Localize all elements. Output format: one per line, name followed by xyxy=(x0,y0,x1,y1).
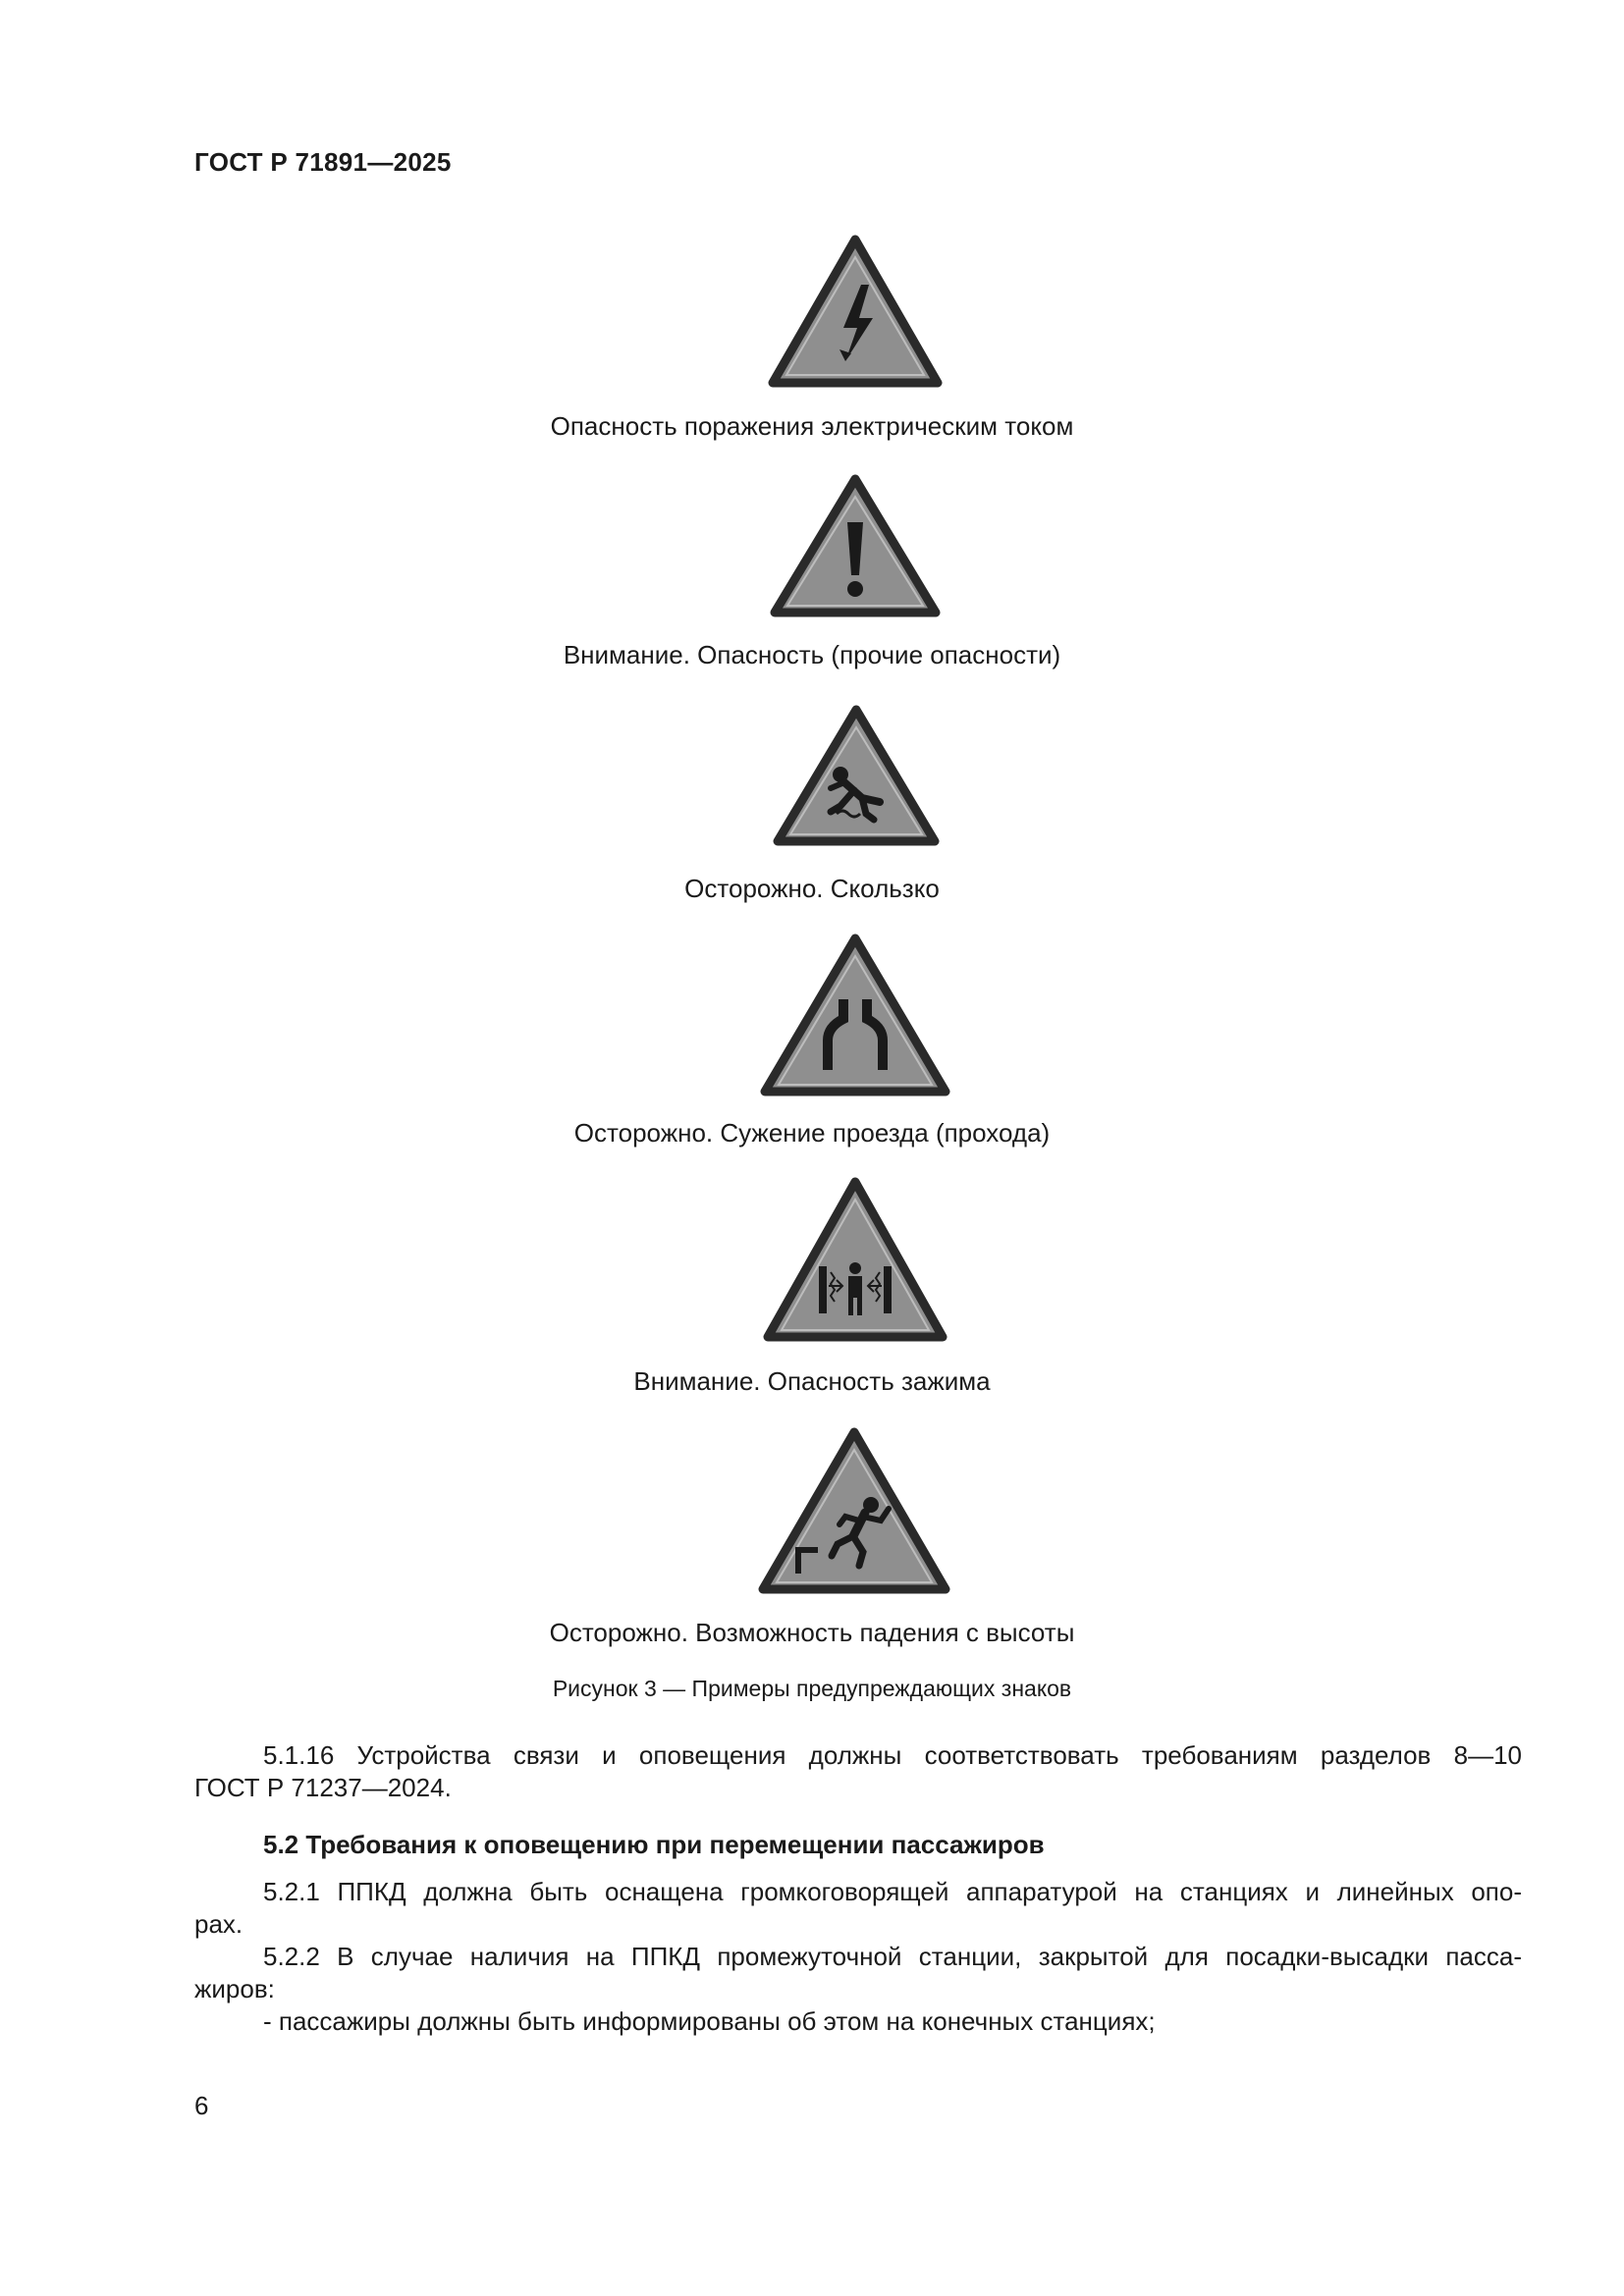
crushing-icon xyxy=(762,1176,948,1345)
sign-caption-exclamation: Внимание. Опасность (прочие опасности) xyxy=(563,640,1061,669)
sign-caption-slippery: Осторожно. Скользко xyxy=(684,874,940,903)
slippery-icon xyxy=(772,704,941,847)
paragraph-5-2-1-line-1: 5.2.1 ППКД должна быть оснащена громкоговорящей аппаратурой на станциях и линейных опо- xyxy=(263,1877,1522,1906)
paragraph-5-2-2-line-1: 5.2.2 В случае наличия на ППКД промежуточной станции, закрытой для посадки-высадки пасса- xyxy=(263,1942,1522,1971)
paragraph-5-2-1 xyxy=(194,1876,1522,1941)
sign-caption-road-narrowing: Осторожно. Сужение проезда (прохода) xyxy=(573,1118,1051,1148)
list-item-bullet-1: - пассажиры должны быть информированы об этом на конечных станциях; xyxy=(263,2006,1156,2036)
sign-caption-electric-shock: Опасность поражения электрическим током xyxy=(550,411,1074,441)
section-heading-5-2: 5.2 Требования к оповещению при перемещении пассажиров xyxy=(263,1830,1045,1859)
figure-caption: Рисунок 3 — Примеры предупреждающих знаков xyxy=(552,1676,1072,1701)
page-number: 6 xyxy=(194,2091,209,2120)
paragraph-5-1-16-line-2: ГОСТ Р 71237—2024. xyxy=(194,1773,452,1802)
exclamation-icon xyxy=(769,473,942,618)
paragraph-5-2-2-line-2: жиров: xyxy=(194,1974,275,2003)
fall-from-height-icon xyxy=(757,1426,951,1595)
paragraph-5-1-16-line-1: 5.1.16 Устройства связи и оповещения должны соответствовать требованиям разделов 8—10 xyxy=(263,1740,1522,1770)
paragraph-5-1-16 xyxy=(194,1739,1522,1804)
sign-caption-crushing: Внимание. Опасность зажима xyxy=(633,1366,991,1396)
road-narrowing-icon xyxy=(759,933,951,1097)
paragraph-5-2-1-line-2: рах. xyxy=(194,1909,244,1939)
paragraph-5-2-2 xyxy=(194,1941,1522,2005)
electric-shock-icon xyxy=(767,234,944,389)
page-header-standard-id: ГОСТ Р 71891—2025 xyxy=(194,147,452,177)
sign-caption-fall-from-height: Осторожно. Возможность падения с высоты xyxy=(549,1618,1075,1647)
